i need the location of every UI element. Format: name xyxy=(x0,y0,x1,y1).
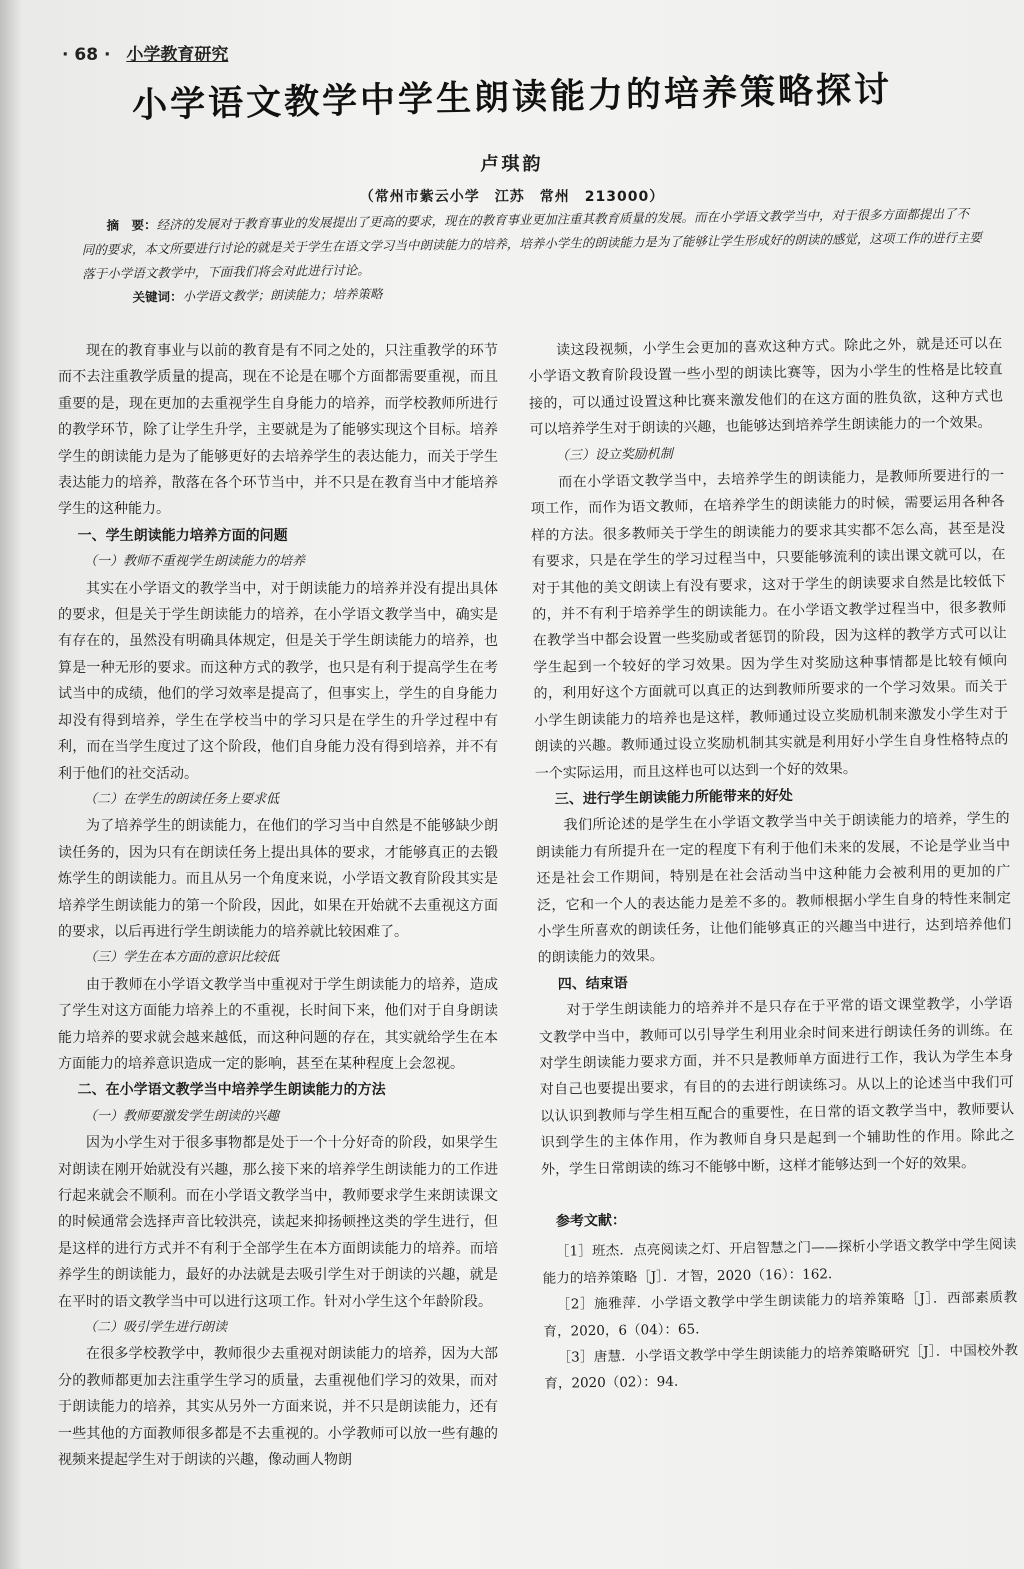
keywords-text: 小学语文教学；朗读能力；培养策略 xyxy=(182,286,383,304)
section-heading: 一、学生朗读能力培养方面的问题 xyxy=(77,527,288,544)
body-paragraph: 我们所论述的是学生在小学语文教学当中关于朗读能力的培养，学生的朗读能力有所提升在一定的程度下有利于他们未来的发展，不论是学业当中还是社会工作期间，特别是在社会活动当中这种能力会被利用的更加的广泛，它和一个人的表达能力是差不多的。教师根据小学生自身的特性来制定小学生所喜欢的朗读任务，让他们能够真正的兴趣当中进行，达到培养他们的朗读能力的效果。 xyxy=(535,810,1012,967)
reference-item: ［1］班杰．点亮阅读之灯、开启智慧之门——探析小学语文教学中学生阅读能力的培养策略［J］．才智，2020（16）：162． xyxy=(542,1236,1017,1287)
author-name: 卢琪韵 xyxy=(480,154,544,175)
binding-shadow xyxy=(0,0,22,1569)
section-heading: 二、在小学语文教学当中培养学生朗读能力的方法 xyxy=(77,1082,386,1099)
author-affiliation: （常州市紫云小学 江苏 常州 213000） xyxy=(359,189,665,205)
subsection-heading: （三）学生在本方面的意识比较低 xyxy=(84,950,280,966)
body-paragraph: 而在小学语文教学当中，去培养学生的朗读能力，是教师所要进行的一项工作，而作为语文教师，在培养学生的朗读能力的时候，需要运用各种各样的方法。很多教师关于学生的朗读能力的要求其实都不怎么高，甚至是没有要求，只是在学生的学习过程当中，只要能够流利的读出课文就可以，在对于其他的美文朗读上有没有要求，这对于学生的朗读要求自然是比较低下的，并不有利于培养学生的朗读能力。在小学语文教学过程当中，很多教师在教学当中都会设置一些奖励或者惩罚的阶段，因为这样的教学方式可以让学生起到一个较好的学习效果。因为学生对奖励这种事情都是比较有倾向的，利用好这个方面就可以真正的达到教师所要求的一个学习效果。而关于小学生朗读能力的培养也是这样，教师通过设立奖励机制来激发小学生对于朗读的兴趣。教师通过设立奖励机制其实就是利用好小学生自身性格特点的一个实际运用，而且这样也可以达到一个好的效果。 xyxy=(530,467,1009,782)
body-paragraph: 在很多学校教学中，教师很少去重视对朗读能力的培养，因为大部分的教师都更加去注重学生学习的质量，去重视他们学习的效果，而对于朗读能力的培养，其实从另外一方面来说，并不只是朗读能力，还有一些其他的方面教师很多都是不去重视的。小学教师可以放一些有趣的视频来提起学生对于朗读的兴趣，像动画人物朗 xyxy=(58,1346,498,1469)
page-number: · 68 · xyxy=(62,45,111,65)
references-title: 参考文献： xyxy=(555,1212,627,1230)
body-paragraph: 因为小学生对于很多事物都是处于一个十分好奇的阶段，如果学生对朗读在刚开始就没有兴趣，那么接下来的培养学生朗读能力的工作进行起来就会不顺利。而在小学语文教学当中，教师要求学生来朗读课文的时候通常会选择声音比较洪亮，读起来抑扬顿挫这类的学生进行，但是这样的进行方式并不有利于全部学生在本方面朗读能力的培养。而培养学生的朗读能力，最好的办法就是去吸引学生对于朗读的兴趣，就是在平时的语文教学当中可以进行这项工作。针对小学生这个年龄阶段。 xyxy=(58,1135,498,1310)
section-heading: 四、结束语 xyxy=(557,975,628,993)
abstract-label: 摘 要： xyxy=(106,217,157,233)
subsection-heading: （二）吸引学生进行朗读 xyxy=(84,1320,228,1336)
subsection-heading: （一）教师要激发学生朗读的兴趣 xyxy=(84,1108,280,1124)
body-paragraph: 对于学生朗读能力的培养并不是只存在于平常的语文课堂教学，小学语文教学中当中，教师可以引导学生利用业余时间来进行朗读任务的训练。在对学生朗读能力要求方面，并不只是教师单方面进行工作，我认为学生本身对自己也要提出要求，有目的的去进行朗读练习。从以上的论述当中我们可以认识到教师与学生相互配合的重要性，在日常的语文教学当中，教师要认识到学生的主体作用，作为教师自身只是起到一个辅助性的作用。除此之外，学生日常朗读的练习不能够中断，这样才能够达到一个好的效果。 xyxy=(538,995,1015,1178)
abstract-text: 经济的发展对于教育事业的发展提出了更高的要求，现在的教育事业更加注重其教育质量的发展。而在小学语文教学当中，对于很多方面都提出了不同的要求，本文所要进行讨论的就是关于学生在语文学习当中朗读能力的培养，培养小学生的朗读能力是为了能够让学生形成好的朗读的感觉，这项工作的进行主要落于小学语文教学中，下面我们将会对此进行讨论。 xyxy=(81,205,982,282)
subsection-heading: （一）教师不重视学生朗读能力的培养 xyxy=(84,554,306,570)
running-head xyxy=(62,40,228,65)
journal-name: 小学教育研究 xyxy=(126,45,229,65)
reference-item: ［3］唐慧．小学语文教学中学生朗读能力的培养策略研究［J］．中国校外教育，2020（02）：94． xyxy=(544,1342,1019,1393)
abstract-section xyxy=(81,202,982,311)
keywords-label: 关键词： xyxy=(132,288,183,305)
article-title: 小学语文教学中学生朗读能力的培养策略探讨 xyxy=(131,70,893,126)
body-paragraph: 其实在小学语文的教学当中，对于朗读能力的培养并没有提出具体的要求，但是关于学生朗读能力的培养，在小学语文教学当中，确实是有存在的，虽然没有明确具体规定，但是关于学生朗读能力的培养，也算是一种无形的要求。而这种方式的教学，也只是有利于提高学生在考试当中的成绩，他们的学习效率是提高了，但事实上，学生的自身能力却没有得到培养，学生在学校当中的学习只是在学生的升学过程中有利，而在当学生度过了这个阶段，他们自身能力没有得到培养，并不有利于他们的社交活动。 xyxy=(58,580,498,782)
right-column xyxy=(528,331,1019,1398)
section-heading: 三、进行学生朗读能力所能带来的好处 xyxy=(554,787,793,808)
subsection-heading: （二）在学生的朗读任务上要求低 xyxy=(84,791,280,807)
left-column xyxy=(58,338,498,1473)
body-paragraph: 为了培养学生的朗读能力，在他们的学习当中自然是不能够缺少朗读任务的，因为只有在朗读任务上提出具体的要求，才能够真正的去锻炼学生的朗读能力。而且从另一个角度来说，小学语文教育阶段其实是培养学生朗读能力的第一个阶段，因此，如果在开始就不去重视这方面的要求，以后再进行学生朗读能力的培养就比较困难了。 xyxy=(58,818,498,940)
body-paragraph: 由于教师在小学语文教学当中重视对于学生朗读能力的培养，造成了学生对这方面能力培养上的不重视，长时间下来，他们对于自身朗读能力培养的要求就会越来越低，而这种问题的存在，其实就给学生在本方面能力的培养意识造成一定的影响，甚至在某种程度上会忽视。 xyxy=(58,976,498,1072)
references-list xyxy=(542,1232,1018,1398)
abstract xyxy=(81,202,982,287)
body-paragraph: 读这段视频，小学生会更加的喜欢这种方式。除此之外，就是还可以在小学语文教育阶段设置一些小型的朗读比赛等，因为小学生的性格是比较直接的，可以通过设置这种比赛来激发他们的在这方面的胜负欲，这种方式也可以培养学生对于朗读的兴趣，也能够达到培养学生朗读能力的一个效果。 xyxy=(528,335,1004,439)
body-paragraph: 现在的教育事业与以前的教育是有不同之处的，只注重教学的环节而不去注重教学质量的提高，现在不论是在哪个方面都需要重视，而且重要的是，现在更加的去重视学生自身能力的培养，而学校教师所进行的教学环节，除了让学生升学，主要就是为了能够实现这个目标。培养学生的朗读能力是为了能够更好的去培养学生的表达能力，而关于学生表达能力的培养，散落在各个环节当中，并不只是在教育当中才能培养学生的这种能力。 xyxy=(58,343,498,518)
reference-item: ［2］施雅萍．小学语文教学中学生朗读能力的培养策略［J］．西部素质教育，2020，6（04）：65． xyxy=(543,1289,1018,1340)
right-column-body xyxy=(528,331,1015,1183)
subsection-heading: （三）设立奖励机制 xyxy=(555,446,673,464)
